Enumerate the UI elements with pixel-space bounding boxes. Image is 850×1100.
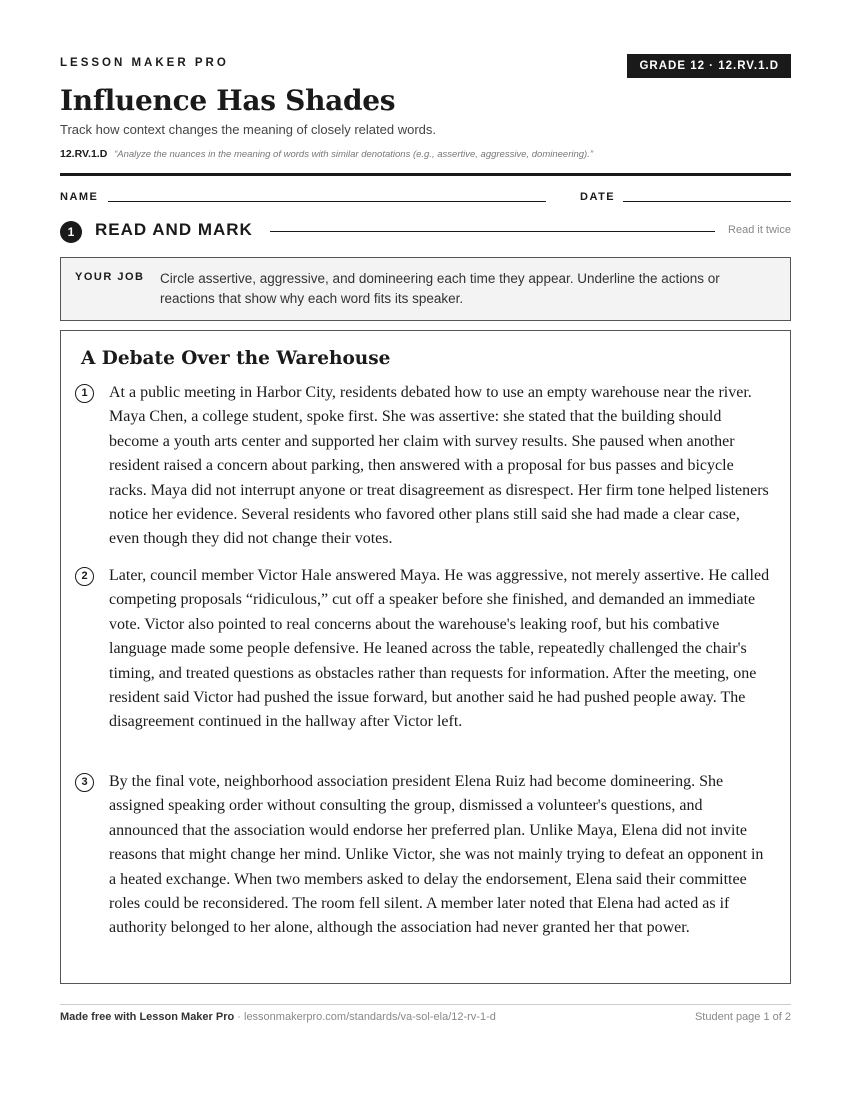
name-label: NAME	[60, 191, 99, 203]
page-subtitle: Track how context changes the meaning of closely related words.	[60, 122, 436, 137]
grade-badge: GRADE 12 · 12.RV.1.D	[627, 54, 791, 78]
section-header	[60, 219, 791, 243]
name-field[interactable]	[108, 201, 546, 202]
job-box	[60, 257, 791, 321]
reading-passage	[60, 330, 791, 984]
job-label: YOUR JOB	[75, 271, 145, 283]
paragraph-number: 2	[75, 567, 94, 586]
paragraph-text: By the final vote, neighborhood association president Elena Ruiz had become domineering. She assigned speaking order without consulting the group, dismissed a volunteer's questions, and announced that the association would endorse her preferred plan. Unlike Maya, Elena did not invite reasons that might change her mind. Unlike Victor, she was not mainly trying to defeat an opponent in a heated exchange. When two members asked to delay the endorsement, Elena said their committee roles could be reconsidered. The room fell silent. A member later noted that Elena had acted as if authority belonged to her alone, although the association had never granted her that power.	[109, 773, 764, 937]
paragraph-number: 1	[75, 384, 94, 403]
footer-made-with: Made free with Lesson Maker Pro	[60, 1011, 235, 1023]
footer-credit	[60, 1011, 496, 1023]
paragraph-text: Later, council member Victor Hale answered Maya. He was aggressive, not merely assertive. He called competing proposals “ridiculous,” cut off a speaker before she finished, and demanded an immediate vote. Victor also pointed to real concerns about the warehouse's leaking roof, but his combative language made some people defensive. He leaned across the table, repeatedly challenged the chair's timing, and treated questions as obstacles rather than requests for information. After the meeting, one resident said Victor had pushed the issue forward, but another said he had pushed people away. The disagreement continued in the hallway after Victor left.	[109, 567, 770, 731]
footer-page-number: Student page 1 of 2	[694, 1011, 791, 1023]
passage-title: A Debate Over the Warehouse	[81, 348, 391, 369]
section-heading: READ AND MARK	[95, 220, 253, 239]
brand-logo: LESSON MAKER PRO	[60, 57, 229, 69]
footer-url[interactable]: · lessonmakerpro.com/standards/va-sol-ela/12-rv-1-d	[234, 1011, 496, 1023]
page-title: Influence Has Shades	[60, 84, 396, 117]
section-number: 1	[60, 221, 82, 243]
header-divider	[60, 173, 791, 176]
standard-code: 12.RV.1.D	[60, 148, 108, 160]
standard-line	[60, 148, 593, 160]
name-date-row	[60, 190, 791, 206]
standard-text: “Analyze the nuances in the meaning of words with similar denotations (e.g., assertive, aggressive, domineering).”	[114, 149, 594, 160]
date-label: DATE	[580, 191, 616, 203]
section-hint: Read it twice	[728, 224, 791, 236]
date-field[interactable]	[623, 201, 791, 202]
footer-divider	[60, 1004, 791, 1005]
section-divider	[270, 231, 715, 232]
paragraph-text: At a public meeting in Harbor City, residents debated how to use an empty warehouse near the river. Maya Chen, a college student, spoke first. She was assertive: she stated that the building should become a youth arts center and supported her claim with survey results. She paused when another resident raised a concern about parking, then answered with a proposal for bus passes and bicycle racks. Maya did not interrupt anyone or treat disagreement as disrespect. Her firm tone helped listeners notice her evidence. Several residents who favored other plans still said she had made a clear case, even though they did not change their votes.	[109, 384, 769, 548]
paragraph-number: 3	[75, 773, 94, 792]
job-text: Circle assertive, aggressive, and domineering each time they appear. Underline the actions or reactions that show why each word fits its speaker.	[160, 271, 720, 306]
